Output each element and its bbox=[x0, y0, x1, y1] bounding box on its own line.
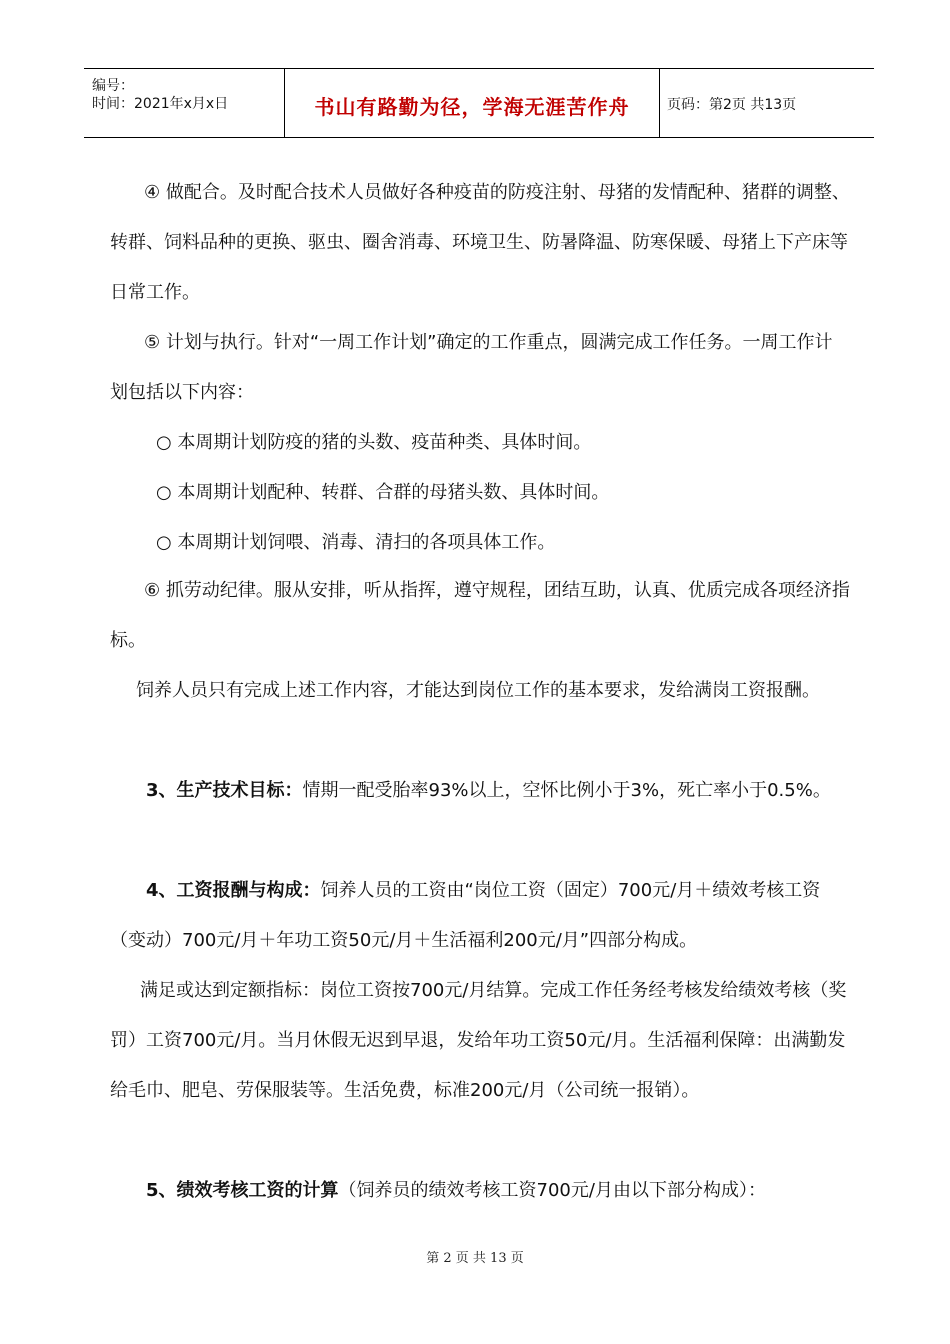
page-footer: 第 2 页 共 13 页 bbox=[426, 1251, 524, 1266]
section-5-title: 5、绩效考核工资的计算 bbox=[146, 1180, 339, 1201]
motto-text: 书山有路勤为径，学海无涯苦作舟 bbox=[314, 95, 630, 119]
paragraph-cooperation: ④ 做配合。及时配合技术人员做好各种疫苗的防疫注射、母猪的发情配种、猪群的调整、转群、饲料品种的更换、驱虫、圈舍消毒、环境卫生、防暑降温、防寒保暖、母猪上下产床等日常工作。 bbox=[110, 182, 850, 303]
document-header bbox=[84, 68, 874, 138]
page-label: 页码：第2页 共13页 bbox=[667, 97, 797, 113]
section-3-text: 情期一配受胎率93%以上，空怀比例小于3%，死亡率小于0.5%。 bbox=[302, 780, 831, 801]
header-meta-cell bbox=[84, 69, 284, 137]
section-3-title: 3、生产技术目标： bbox=[146, 780, 303, 801]
paragraph-requirement: 饲养人员只有完成上述工作内容，才能达到岗位工作的基本要求，发给满岗工资报酬。 bbox=[136, 680, 820, 701]
section-4-text: 饲养人员的工资由“岗位工资（固定）700元/月＋绩效考核工资（变动）700元/月＋年功工资50元/月＋生活福利200元/月”四部分构成。 bbox=[110, 880, 821, 951]
section-5-performance-wage bbox=[110, 1166, 850, 1216]
paragraph-quota-standard: 满足或达到定额指标：岗位工资按700元/月结算。完成工作任务经考核发给绩效考核（奖罚）工资700元/月。当月休假无迟到早退，发给年功工资50元/月。生活福利保障：出满勤发给毛巾、肥皂、劳保服装等。生活免费，标准200元/月（公司统一报销）。 bbox=[110, 980, 847, 1101]
header-motto-cell bbox=[284, 69, 660, 137]
time-label: 时间：2021年x月x日 bbox=[92, 96, 229, 112]
bullet-vaccination-plan: ○ 本周期计划防疫的猪的头数、疫苗种类、具体时间。 bbox=[156, 432, 592, 453]
paragraph-labor-discipline: ⑥ 抓劳动纪律。服从安排，听从指挥，遵守规程，团结互助，认真、优质完成各项经济指标。 bbox=[110, 580, 850, 651]
section-4-title: 4、工资报酬与构成： bbox=[146, 880, 321, 901]
header-page-cell bbox=[659, 69, 874, 137]
paragraph-plan-execution: ⑤ 计划与执行。针对“一周工作计划”确定的工作重点，圆满完成工作任务。一周工作计划包括以下内容： bbox=[110, 332, 833, 403]
section-5-text: （饲养员的绩效考核工资700元/月由以下部分构成）： bbox=[338, 1180, 766, 1201]
bullet-breeding-plan: ○ 本周期计划配种、转群、合群的母猪头数、具体时间。 bbox=[156, 482, 610, 503]
section-3-production-target bbox=[110, 766, 850, 816]
section-4-wage-structure bbox=[110, 866, 850, 966]
number-label: 编号： bbox=[92, 78, 134, 94]
bullet-feeding-plan: ○ 本周期计划饲喂、消毒、清扫的各项具体工作。 bbox=[156, 532, 556, 553]
